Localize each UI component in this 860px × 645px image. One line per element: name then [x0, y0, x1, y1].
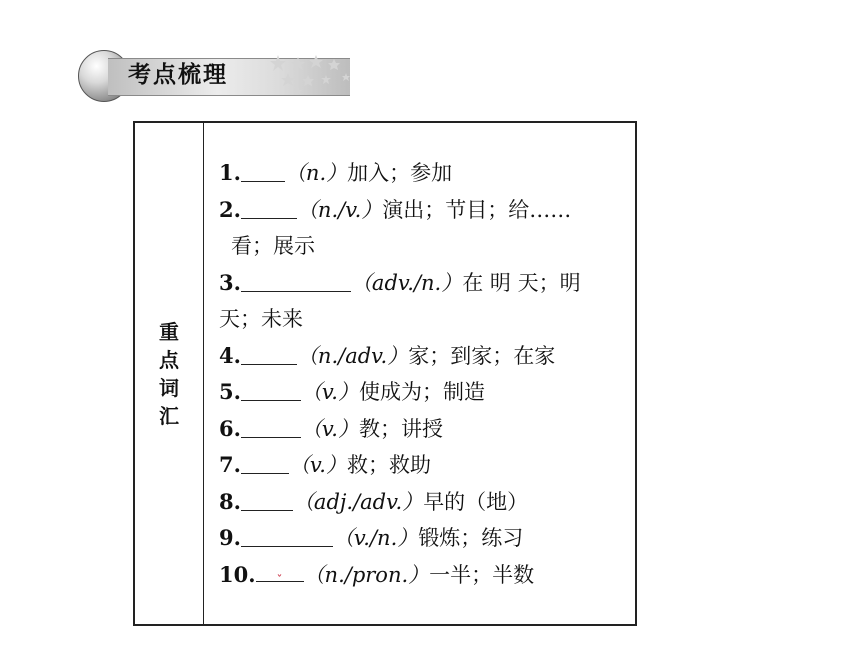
vocab-item-1: [219, 155, 629, 192]
part-of-speech: （v.）: [288, 453, 347, 477]
part-of-speech: （v./n.）: [332, 526, 419, 550]
answer-blank[interactable]: [241, 415, 301, 438]
item-meaning: 使成为；制造: [359, 380, 485, 404]
vocab-item-8: [219, 484, 629, 521]
vocab-item-2: [219, 192, 629, 229]
item-number: 5.: [219, 379, 241, 404]
item-number: 8.: [219, 488, 241, 514]
answer-blank[interactable]: [241, 269, 351, 292]
section-banner: [78, 50, 358, 102]
item-number: 4.: [219, 342, 241, 368]
vocabulary-table: [133, 121, 637, 626]
item-number: 9.: [219, 525, 241, 550]
item-meaning-continued: 看；展示: [231, 234, 315, 258]
part-of-speech: （v.）: [300, 380, 359, 404]
answer-blank[interactable]: [241, 159, 285, 182]
item-meaning: 早的（地）: [423, 489, 529, 514]
part-of-speech: （v.）: [300, 416, 359, 441]
part-of-speech: （adv./n.）: [350, 270, 463, 295]
vocab-item-2-cont: [219, 228, 629, 265]
vocab-item-3-cont: [219, 301, 629, 338]
vocab-item-6: [219, 411, 629, 448]
category-char: 点: [159, 348, 179, 372]
item-meaning: 在 明 天；明: [462, 270, 581, 295]
answer-blank[interactable]: [241, 378, 301, 401]
vocab-item-5: [219, 374, 629, 411]
part-of-speech: （n./v.）: [296, 197, 383, 222]
item-meaning: 演出；节目；给……: [382, 197, 572, 222]
answer-blank[interactable]: [241, 524, 333, 547]
column-divider: [203, 123, 204, 624]
item-meaning: 加入；参加: [347, 161, 453, 185]
answer-blank[interactable]: [241, 451, 289, 474]
category-label: [135, 318, 203, 430]
part-of-speech: （n./adv.）: [296, 343, 409, 368]
item-meaning-continued: 天；未来: [219, 307, 303, 331]
vocab-item-3: [219, 265, 629, 302]
category-char: 重: [159, 320, 179, 344]
answer-blank[interactable]: [256, 559, 304, 587]
category-char: 汇: [159, 404, 179, 428]
item-meaning: 锻炼；练习: [418, 526, 524, 550]
vocab-item-7: [219, 447, 629, 484]
item-number: 10.: [219, 561, 256, 587]
vocab-list: [219, 155, 629, 593]
red-mark-icon: ˇ: [276, 572, 283, 587]
item-number: 2.: [219, 196, 241, 222]
section-title: 考点梳理: [128, 62, 228, 88]
answer-blank[interactable]: [241, 342, 297, 365]
item-meaning: 家；到家；在家: [408, 343, 556, 368]
item-number: 3.: [219, 269, 241, 295]
item-number: 6.: [219, 415, 241, 441]
item-meaning: 一半；半数: [429, 562, 535, 587]
vocab-item-4: [219, 338, 629, 375]
answer-blank[interactable]: [241, 196, 297, 219]
vocab-item-9: [219, 520, 629, 557]
category-char: 词: [159, 376, 179, 400]
decorative-stars-icon: [268, 53, 358, 97]
part-of-speech: （n./pron.）: [303, 562, 430, 587]
answer-blank[interactable]: [241, 488, 293, 511]
part-of-speech: （adj./adv.）: [292, 489, 424, 514]
item-number: 1.: [219, 160, 241, 185]
part-of-speech: （n.）: [284, 161, 348, 185]
item-meaning: 救；救助: [347, 453, 431, 477]
vocab-item-10: [219, 557, 629, 594]
item-number: 7.: [219, 452, 241, 477]
item-meaning: 教；讲授: [359, 416, 443, 441]
